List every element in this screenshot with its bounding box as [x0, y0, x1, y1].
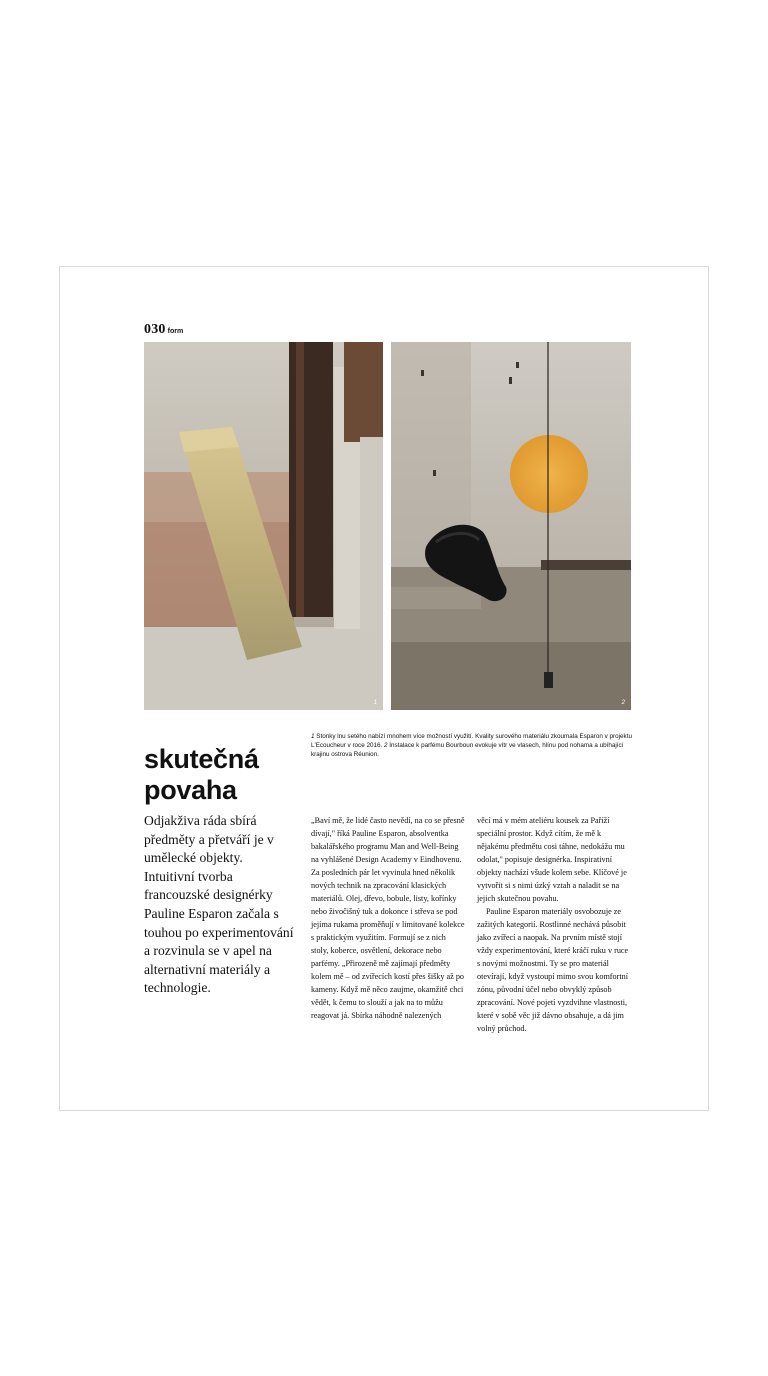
- caption-number-2: 2: [383, 741, 388, 749]
- headline-line-1: skutečná: [144, 744, 259, 774]
- photo-flax-panel: [144, 342, 383, 710]
- caption-text-1: Stonky lnu setého nabízí mnohem více možností využití. Kvality surového materiálu zkoumala Esparon v projektu L'Ecoucheur v roce 2016.: [311, 733, 632, 749]
- headline-line-2: povaha: [144, 775, 237, 805]
- magazine-page: [59, 266, 709, 1111]
- folio: [144, 320, 183, 338]
- page-number: 030: [144, 322, 166, 337]
- photo-caption: [311, 733, 633, 759]
- body-column-2: [477, 814, 631, 1035]
- photo-installation-image: [391, 342, 631, 710]
- lead-paragraph: Odjakživa ráda sbírá předměty a přetváří je v umělecké objekty. Intuitivní tvorba francouzské designérky Pauline Esparon začala s touhou po experimentování a rozvinula se v apel na alternativní materiály a technologie.: [144, 813, 294, 996]
- caption-number-1: 1: [311, 733, 315, 740]
- headline: [144, 744, 314, 806]
- body-paragraph: Pauline Esparon materiály osvobozuje ze zažitých kategorií. Rostlinné nechává působit jako zvířecí a naopak. Na prvním místě stojí vždy experimentování, které kráčí ruku v ruce s novými možnostmi. Ty se pro materiál otevírají, když vystoupí mimo svou komfortní zónu, původní účel nebo obvyklý způsob zpracování. Nové pojetí vyzdvihne vlastnosti, které v sobě věc již dávno obsahuje, a dá jim volný průchod.: [477, 907, 629, 1033]
- photo-flax-panel-image: [144, 342, 383, 710]
- photo-number: 1: [373, 700, 377, 706]
- photo-installation: [391, 342, 631, 710]
- body-paragraph: „Baví mě, že lidé často nevědí, na co se přesně dívají," říká Pauline Esparon, absolventka bakalářského programu Man and Well-Being na vyhlášené Design Academy v Eindhovenu. Za posledních pár let vyvinula hned několik nových technik na zpracování klasických materiálů. Olej, dřevo, bobule, listy, kořínky nebo živočišný tuk a dokonce i střeva se pod jejíma rukama proměňují v limitované kolekce s praktickým využitím. Formují se z nich stoly, koberce, osvětlení, dekorace nebo parfémy. „Přirozeně mě zajímají předměty kolem mě – od zvířecích kostí přes šišky až po kameny. Když mě něco zaujme, okamžitě chci vědět, k čemu to slouží a jak na to můžu reagovat já. Sbírka náhodně nalezených: [311, 816, 465, 1020]
- photo-number: 2: [621, 700, 625, 706]
- body-column-1: [311, 814, 465, 1022]
- body-paragraph: věcí má v mém ateliéru kousek za Paříží speciální prostor. Když cítím, že mě k nějakému předmětu cosi táhne, nedokážu mu odolat," popisuje designérka. Inspirativní objekty nachází všude kolem sebe. Klíčové je vytvořit si s nimi úzký vztah a naladit se na jejich skutečnou povahu.: [477, 816, 627, 903]
- caption-text-2: Instalace k parfému Bourboun evokuje vítr ve vlasech, hlínu pod nohama a ubíhající krajinu ostrova Réunion.: [311, 741, 624, 758]
- section-label: form: [167, 328, 184, 335]
